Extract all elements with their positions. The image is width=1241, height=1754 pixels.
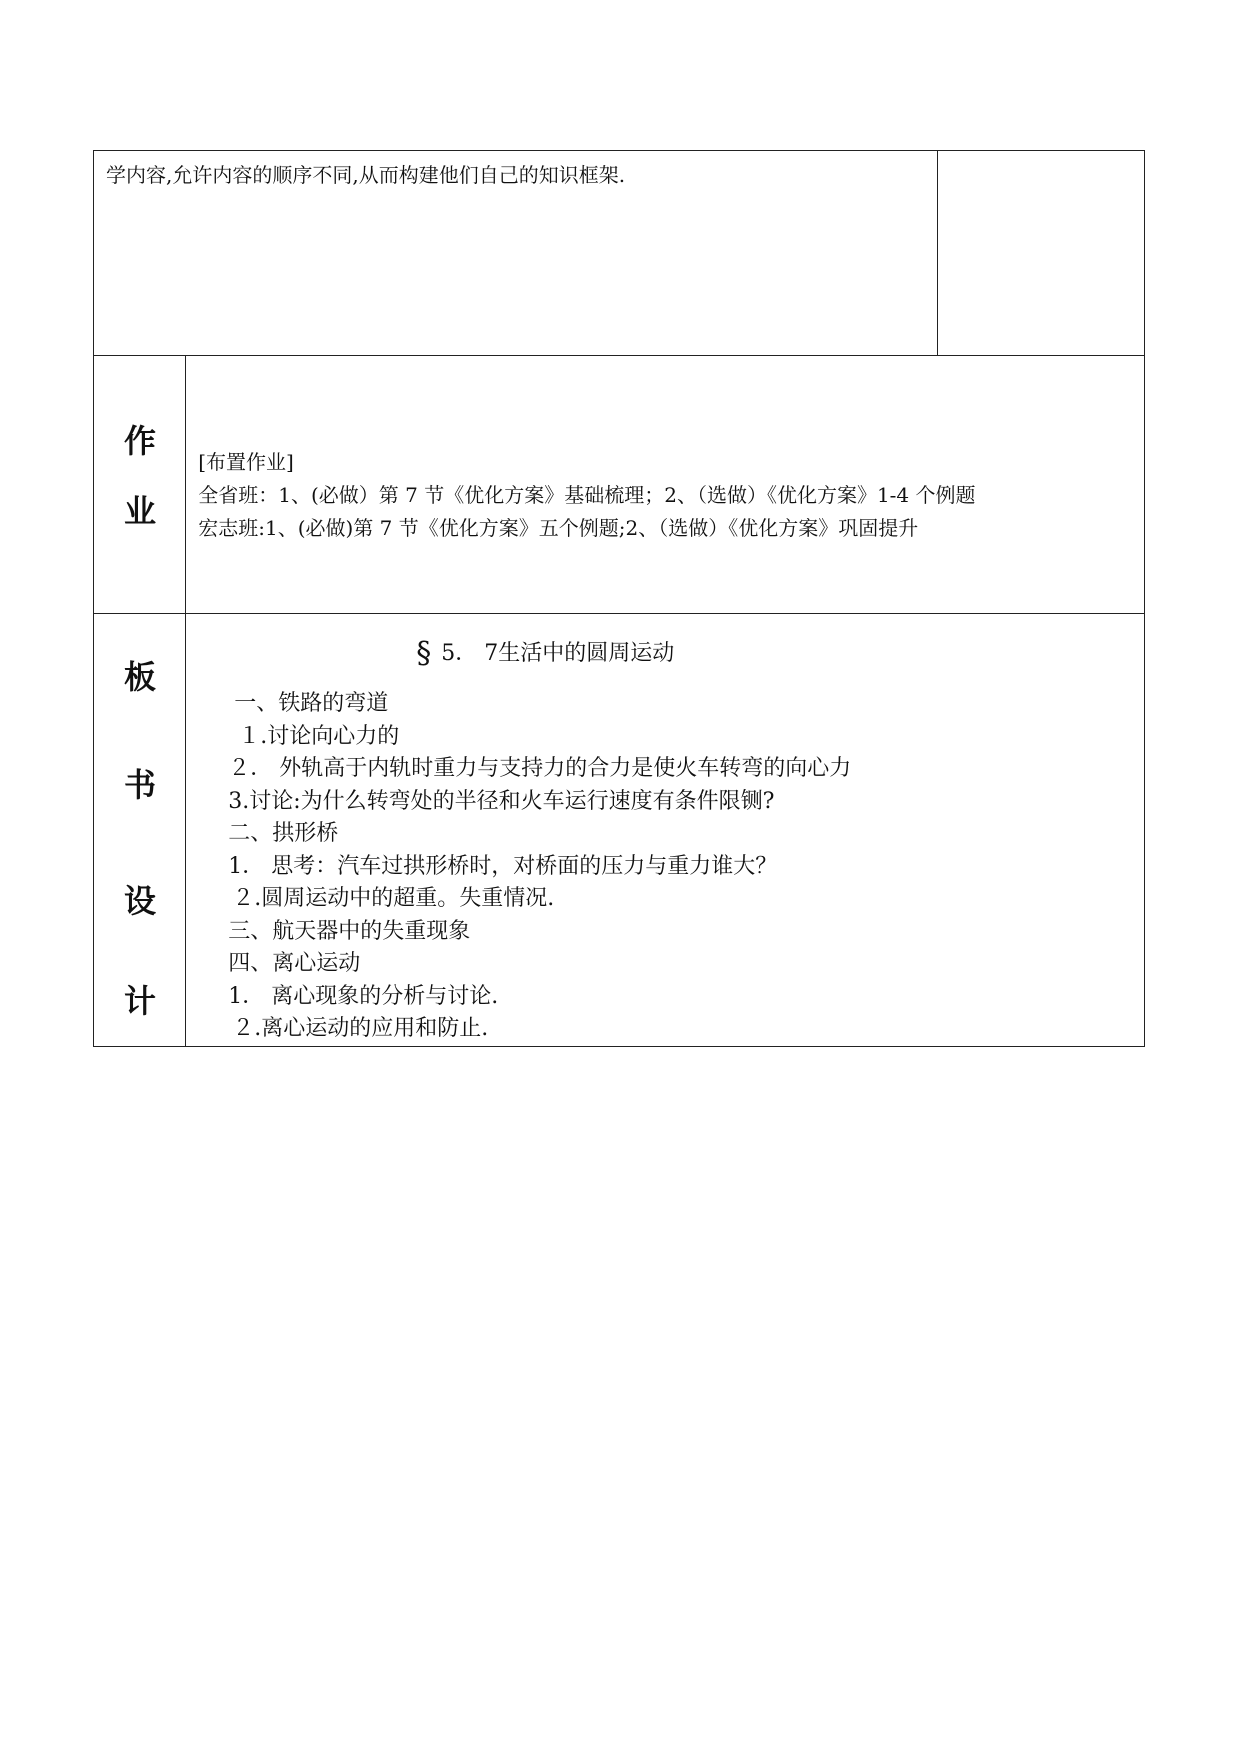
board-design-row [94, 614, 1145, 1047]
content-row [94, 151, 1145, 356]
board-line: 二、拱形桥 [228, 821, 339, 846]
homework-row [94, 356, 1145, 614]
board-label-char: 设 [123, 882, 156, 920]
notes-cell [938, 151, 1145, 356]
homework-line: 全省班：1、(必做）第 7 节《优化方案》基础梳理；2、（选做）《优化方案》1-4 个例题 [198, 483, 976, 507]
board-line: １.讨论向心力的 [238, 724, 400, 749]
homework-label-char: 业 [123, 492, 156, 530]
board-line: 一、铁路的弯道 [234, 691, 389, 716]
board-title-text: 5． 7生活中的圆周运动 [441, 641, 675, 666]
board-label-char: 计 [123, 982, 156, 1020]
content-cell [94, 151, 938, 356]
board-line: 1． 离心现象的分析与讨论. [228, 984, 499, 1009]
homework-line: 宏志班:1、(必做)第 7 节《优化方案》五个例题;2、（选做）《优化方案》巩固提升 [198, 516, 919, 540]
content-text: 学内容,允许内容的顺序不同,从而构建他们自己的知识框架. [106, 163, 626, 187]
board-label-char: 板 [123, 658, 156, 696]
homework-content [186, 356, 1144, 545]
board-line: 1． 思考：汽车过拱形桥时，对桥面的压力与重力谁大？ [228, 854, 778, 879]
board-label-char: 书 [123, 766, 156, 804]
board-line: 三、航天器中的失重现象 [228, 919, 471, 944]
board-content-cell [186, 614, 1145, 1047]
board-line: 3.讨论:为什么转弯处的半径和火车运行速度有条件限铡? [228, 789, 775, 814]
board-line: ２.离心运动的应用和防止. [232, 1016, 489, 1041]
homework-content-cell [186, 356, 1145, 614]
homework-label-cell [94, 356, 186, 614]
homework-heading: [布置作业] [198, 450, 294, 474]
section-symbol: § [416, 636, 432, 671]
lesson-plan-table [93, 150, 1145, 1047]
board-label-cell [94, 614, 186, 1047]
board-title [416, 636, 674, 671]
homework-label-char: 作 [123, 422, 156, 460]
board-line: ２.圆周运动中的超重。失重情况. [232, 886, 555, 911]
board-line: ２． 外轨高于内轨时重力与支持力的合力是使火车转弯的向心力 [228, 756, 852, 781]
board-line: 四、离心运动 [228, 951, 361, 976]
